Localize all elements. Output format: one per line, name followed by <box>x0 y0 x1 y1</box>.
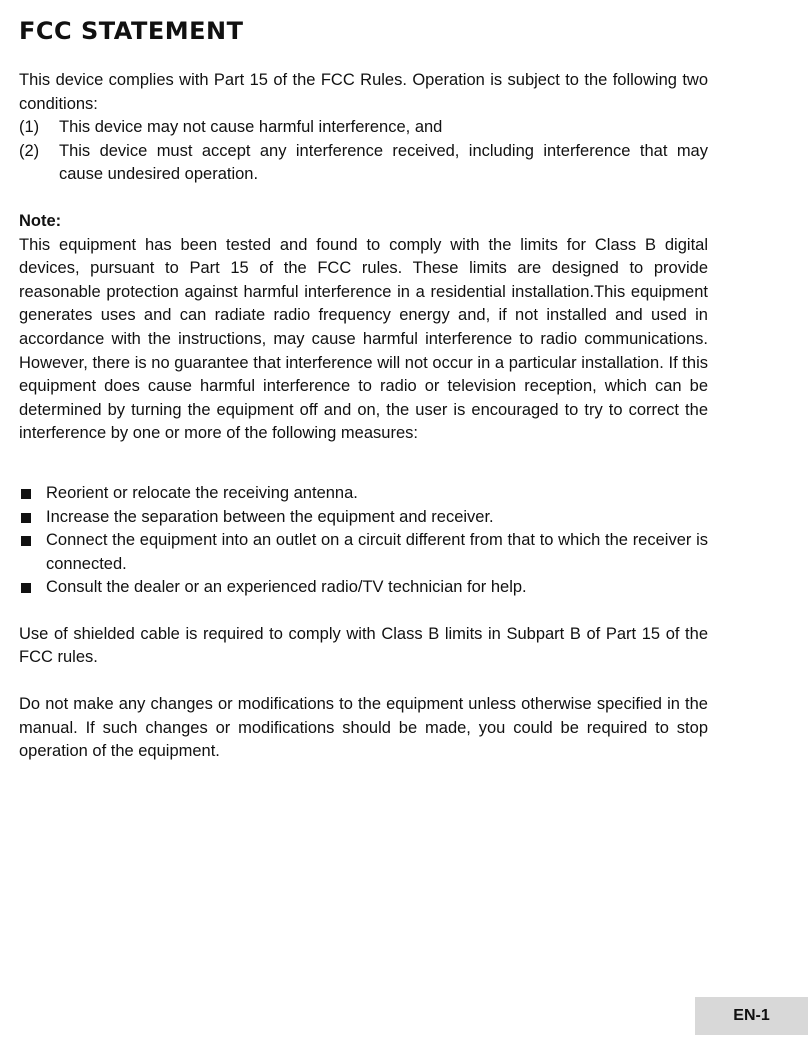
condition-number: (2) <box>19 141 40 160</box>
measure-text: Connect the equipment into an outlet on a circuit different from that to which the receiver is connected. <box>46 531 708 573</box>
conditions-list <box>19 116 708 187</box>
list-item <box>19 529 708 576</box>
square-bullet-icon <box>19 482 46 506</box>
square-bullet-icon <box>19 529 46 576</box>
document-page <box>19 14 708 764</box>
list-item <box>19 506 708 530</box>
shielded-cable-paragraph: Use of shielded cable is required to comply with Class B limits in Subpart B of Part 15 of the FCC rules. <box>19 624 708 667</box>
condition-text: This device must accept any interference received, including interference that may cause undesired operation. <box>59 141 708 184</box>
square-bullet-icon <box>19 576 46 600</box>
measures-list <box>19 482 708 600</box>
measure-text: Reorient or relocate the receiving antenna. <box>46 483 358 502</box>
note-paragraph: This equipment has been tested and found to comply with the limits for Class B digital devices, pursuant to Part 15 of the FCC rules. These limits are designed to provide reasonable protection against harmful interference in a residential installation.This equipment generates uses and can radiate radio frequency energy and, if not installed and used in accordance with the instructions, may cause harmful interference to radio communications. However, there is no guarantee that interference will not occur in a particular installation. If this equipment does cause harmful interference to radio or television reception, which can be determined by turning the equipment off and on, the user is encouraged to try to correct the interference by one or more of the following measures: <box>19 235 708 443</box>
modifications-paragraph: Do not make any changes or modifications to the equipment unless otherwise specified in the manual. If such changes or modifications should be made, you could be required to stop operation of the equipment. <box>19 695 708 761</box>
note-label: Note: <box>19 211 62 230</box>
condition-number: (1) <box>19 118 40 137</box>
measure-text: Consult the dealer or an experienced radio/TV technician for help. <box>46 578 527 597</box>
measure-text: Increase the separation between the equipment and receiver. <box>46 507 494 526</box>
square-bullet-icon <box>19 506 46 530</box>
list-item <box>19 140 708 187</box>
page-title: FCC STATEMENT <box>19 17 244 45</box>
intro-paragraph: This device complies with Part 15 of the FCC Rules. Operation is subject to the following two conditions: <box>19 71 708 113</box>
condition-text: This device may not cause harmful interference, and <box>59 118 443 137</box>
page-number: EN-1 <box>695 997 808 1035</box>
list-item <box>19 482 708 506</box>
list-item <box>19 576 708 600</box>
list-item <box>19 116 708 140</box>
